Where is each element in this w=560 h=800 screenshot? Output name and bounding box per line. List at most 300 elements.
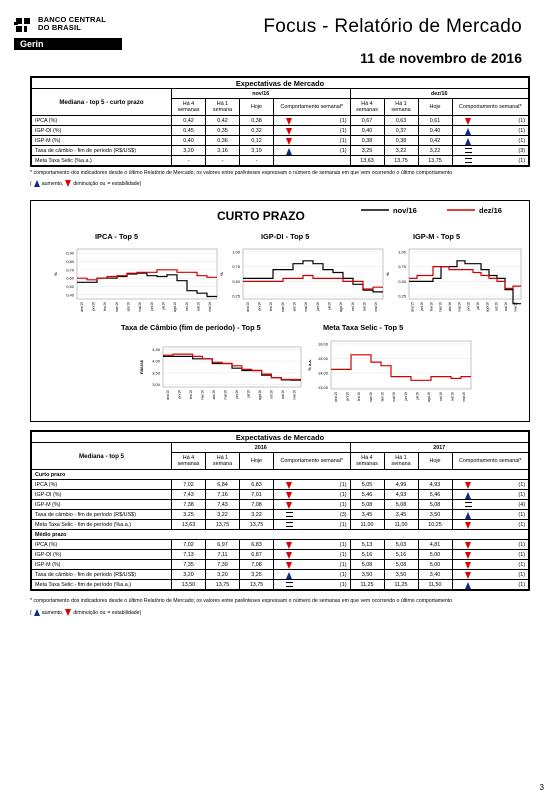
down-arrow-icon [465, 562, 471, 569]
table-row [32, 540, 529, 550]
weekly-trend-cell [452, 550, 529, 560]
x-tick-label: jun/16 [149, 302, 154, 311]
weekly-trend-cell [452, 520, 529, 530]
indicator-label: IGP-M (%) [32, 560, 172, 570]
column-header: Hoje [418, 453, 452, 470]
trend-weeks: (1) [339, 147, 347, 154]
trend-weeks: (1) [518, 541, 525, 548]
x-tick-label: dez/15 [333, 392, 338, 402]
table-row [32, 480, 529, 490]
value-cell: 5,13 [350, 540, 384, 550]
series-line [77, 273, 217, 296]
y-tick-label: 0,50 [398, 278, 406, 284]
y-tick-label: 0,25 [398, 293, 406, 299]
value-cell: 0,32 [240, 126, 274, 136]
x-tick-label: dez/15 [410, 302, 415, 312]
chart-panel [121, 323, 301, 400]
value-cell: 0,61 [418, 116, 452, 126]
value-cell: 5,08 [384, 500, 418, 510]
trend-weeks: (1) [339, 117, 347, 124]
plot-area [243, 249, 383, 299]
down-arrow-icon [465, 118, 471, 125]
trend-weeks: (1) [518, 117, 525, 124]
equal-icon [465, 502, 472, 507]
x-tick-label: mar/16 [280, 302, 285, 313]
down-arrow-icon [286, 482, 292, 489]
value-cell: 7,08 [240, 560, 274, 570]
y-tick-label: 3,50 [152, 370, 160, 376]
value-cell: 0,12 [240, 136, 274, 146]
x-tick-label: out/16 [196, 302, 201, 312]
indicator-label: IGP-M (%) [32, 500, 172, 510]
weekly-trend-cell [274, 520, 351, 530]
table-row [32, 560, 529, 570]
x-tick-label: mar/16 [438, 302, 443, 313]
weekly-trend-cell [274, 480, 351, 490]
x-tick-label: ago/16 [257, 390, 262, 401]
y-tick-label: 0,75 [232, 264, 240, 270]
up-arrow-icon [465, 512, 471, 519]
x-tick-label: jul/16 [246, 390, 251, 398]
table1-period-b: dez/16 [350, 89, 529, 99]
column-header: Há 4 semanas [350, 453, 384, 470]
value-cell: 3,50 [384, 570, 418, 580]
y-tick-label: 15,00 [317, 355, 328, 361]
x-tick-label: abr/16 [380, 392, 385, 402]
legend-eq: = estabilidade) [107, 180, 142, 187]
trend-weeks: (1) [339, 501, 347, 508]
trend-weeks: (1) [339, 137, 347, 144]
table-row [32, 116, 529, 126]
down-arrow-icon [465, 522, 471, 529]
legend-up: aumento, [41, 609, 64, 616]
weekly-trend-cell [274, 146, 351, 156]
table-row [32, 136, 529, 146]
up-arrow-icon [465, 128, 471, 135]
value-cell: 7,43 [172, 490, 206, 500]
weekly-trend-cell [452, 480, 529, 490]
x-tick-label: jan/16 [257, 302, 262, 311]
table2-period-a: 2016 [172, 443, 351, 453]
value-cell: 3,16 [206, 146, 240, 156]
value-cell: 5,46 [418, 490, 452, 500]
value-cell: 5,08 [350, 560, 384, 570]
weekly-trend-cell [274, 156, 351, 166]
value-cell: 4,93 [384, 490, 418, 500]
column-header: Comportamento semanal* [452, 453, 529, 470]
table-row [32, 490, 529, 500]
value-cell: 5,00 [418, 550, 452, 560]
value-cell: 4,99 [384, 480, 418, 490]
value-cell: 3,50 [418, 510, 452, 520]
value-cell: 13,63 [350, 156, 384, 166]
trend-weeks: (1) [518, 521, 525, 528]
value-cell: 3,45 [350, 510, 384, 520]
value-cell: 3,50 [350, 570, 384, 580]
x-tick-label: fev/16 [357, 392, 362, 401]
table-row [32, 570, 529, 580]
down-arrow-icon [465, 572, 471, 579]
value-cell: 0,38 [350, 136, 384, 146]
y-axis-label: % [53, 272, 58, 276]
x-tick-label: mai/16 [138, 302, 143, 312]
value-cell: 3,22 [206, 510, 240, 520]
legend-eq: = estabilidade) [107, 609, 142, 616]
x-tick-label: ago/16 [427, 392, 432, 403]
value-cell: 0,38 [240, 116, 274, 126]
page-title: Focus - Relatório de Mercado [263, 16, 522, 37]
x-tick-label: mar/16 [200, 390, 205, 401]
value-cell: - [172, 156, 206, 166]
legend-open: ( [30, 180, 32, 187]
trend-weeks: (1) [518, 511, 525, 518]
y-tick-label: 16,00 [317, 341, 328, 347]
y-tick-label: 0,50 [232, 278, 240, 284]
x-tick-label: set/16 [184, 302, 189, 311]
value-cell: 7,43 [206, 500, 240, 510]
indicator-label: IGP-M (%) [32, 136, 172, 146]
weekly-trend-cell [274, 560, 351, 570]
down-arrow-icon [286, 542, 292, 549]
weekly-trend-cell [274, 500, 351, 510]
value-cell: 11,25 [384, 580, 418, 590]
table1-legend [30, 180, 141, 187]
value-cell: 13,75 [206, 520, 240, 530]
y-tick-label: 0,75 [398, 264, 406, 270]
value-cell: 0,37 [384, 126, 418, 136]
down-arrow-icon [65, 180, 71, 187]
weekly-trend-cell [274, 126, 351, 136]
weekly-trend-cell [452, 540, 529, 550]
y-tick-label: 14,00 [317, 370, 328, 376]
value-cell: 0,67 [350, 116, 384, 126]
value-cell: 13,75 [240, 580, 274, 590]
down-arrow-icon [465, 542, 471, 549]
value-cell: 3,40 [418, 570, 452, 580]
trend-weeks: (1) [518, 127, 525, 134]
x-tick-label: set/16 [350, 302, 355, 311]
series-line [409, 267, 521, 289]
value-cell: 0,40 [418, 126, 452, 136]
weekly-trend-cell [274, 510, 351, 520]
x-tick-label: jul/16 [476, 302, 480, 310]
up-arrow-icon [465, 492, 471, 499]
weekly-trend-cell [274, 136, 351, 146]
down-arrow-icon [65, 609, 71, 616]
table-row [32, 500, 529, 510]
value-cell: 0,42 [206, 116, 240, 126]
trend-weeks: (1) [518, 157, 525, 164]
y-axis-label: % a.a. [307, 359, 312, 371]
table2-legend [30, 609, 141, 616]
legend-label-dez: dez/16 [479, 206, 502, 215]
x-tick-label: nov/16 [292, 390, 297, 400]
up-arrow-icon [286, 572, 292, 579]
x-tick-label: ago/16 [339, 302, 344, 313]
indicator-label: IPCA (%) [32, 116, 172, 126]
x-tick-label: jan/16 [420, 302, 424, 311]
equal-icon [286, 522, 293, 527]
trend-weeks: (3) [339, 511, 347, 518]
indicator-label: Meta Taxa Selic - fim de período (%a.a.) [32, 520, 172, 530]
legend-up: aumento, [41, 180, 64, 187]
value-cell: 7,11 [206, 550, 240, 560]
table2-footnote: * comportamento dos indicadores desde o último Relatório de Mercado; os valores entre parênteses expressam o número de semanas em que vem ocorrendo o último comportamento [30, 598, 453, 604]
weekly-trend-cell [452, 116, 529, 126]
table2-title: Expectativas de Mercado [32, 432, 529, 443]
column-header: Hoje [240, 453, 274, 470]
legend-down: diminuição ou [73, 609, 106, 616]
trend-weeks: (1) [518, 491, 525, 498]
value-cell: 0,40 [172, 136, 206, 146]
trend-weeks: (1) [518, 561, 525, 568]
trend-weeks: (1) [339, 551, 347, 558]
x-tick-label: jun/16 [234, 390, 239, 399]
column-header: Hoje [240, 99, 274, 116]
trend-weeks: (1) [339, 521, 347, 528]
series-line [243, 276, 383, 290]
value-cell: 5,46 [350, 490, 384, 500]
equal-icon [286, 512, 293, 517]
column-header: Comportamento semanal* [274, 453, 351, 470]
x-tick-label: jul/16 [161, 302, 166, 310]
value-cell: 7,16 [206, 490, 240, 500]
column-header: Há 1 semana [384, 453, 418, 470]
value-cell: 3,22 [418, 146, 452, 156]
legend-open: ( [30, 609, 32, 616]
up-arrow-icon [286, 148, 292, 155]
value-cell: 6,87 [240, 550, 274, 560]
value-cell: 7,08 [240, 500, 274, 510]
up-arrow-icon [34, 180, 40, 187]
value-cell: 5,16 [384, 550, 418, 560]
chart-panel [53, 232, 217, 312]
trend-weeks: (1) [518, 581, 525, 588]
table1-title: Expectativas de Mercado [32, 78, 529, 89]
x-tick-label: set/16 [269, 390, 274, 399]
y-tick-label: 0,60 [66, 275, 74, 281]
x-tick-label: abr/16 [292, 302, 297, 312]
chart-title: IGP-DI - Top 5 [261, 232, 310, 241]
value-cell: 5,08 [384, 560, 418, 570]
column-header: Há 4 semanas [172, 99, 206, 116]
chart-title: Meta Taxa Selic - Top 5 [323, 323, 404, 332]
indicator-label: IPCA (%) [32, 480, 172, 490]
value-cell: - [206, 156, 240, 166]
x-tick-label: fev/16 [429, 302, 434, 311]
table-row [32, 550, 529, 560]
value-cell: 0,42 [418, 136, 452, 146]
x-tick-label: fev/16 [188, 390, 193, 399]
y-axis-label: % [219, 272, 224, 276]
value-cell: 7,35 [172, 560, 206, 570]
table1-period-a: nov/16 [172, 89, 351, 99]
chart-title: IPCA - Top 5 [95, 232, 139, 241]
chart-panel [219, 232, 383, 312]
y-tick-label: 4,50 [152, 346, 160, 352]
table-row [32, 510, 529, 520]
table-row [32, 146, 529, 156]
down-arrow-icon [286, 138, 292, 145]
report-date: 11 de novembro de 2016 [360, 50, 522, 66]
section-row [32, 530, 529, 540]
value-cell: 3,25 [240, 570, 274, 580]
weekly-trend-cell [452, 500, 529, 510]
section-label: Médio prazo [32, 530, 529, 540]
value-cell: 6,83 [240, 540, 274, 550]
x-tick-label: abr/16 [211, 390, 216, 400]
column-header: Há 4 semanas [172, 453, 206, 470]
value-cell: 0,63 [384, 116, 418, 126]
table-row [32, 156, 529, 166]
x-tick-label: jul/16 [415, 392, 420, 400]
column-header: Comportamento semanal* [452, 99, 529, 116]
value-cell: 5,08 [350, 500, 384, 510]
value-cell: 13,75 [418, 156, 452, 166]
indicator-label: IGP-DI (%) [32, 126, 172, 136]
value-cell: 0,40 [350, 126, 384, 136]
value-cell: 3,20 [172, 570, 206, 580]
chart-title: Taxa de Câmbio (fim de período) - Top 5 [121, 323, 261, 332]
trend-weeks: (1) [339, 571, 347, 578]
value-cell: 4,81 [418, 540, 452, 550]
value-cell: 7,38 [172, 500, 206, 510]
weekly-trend-cell [452, 156, 529, 166]
x-tick-label: jun/16 [466, 302, 471, 311]
column-header: Há 1 semana [206, 99, 240, 116]
table2-row-header: Mediana - top 5 [32, 443, 172, 470]
indicator-label: Taxa de câmbio - fim de período (R$/US$) [32, 510, 172, 520]
trend-weeks: (1) [339, 481, 347, 488]
value-cell: 11,00 [350, 520, 384, 530]
value-cell: 0,42 [172, 116, 206, 126]
value-cell: 13,63 [172, 520, 206, 530]
series-line [163, 356, 301, 380]
indicator-label: IGP-DI (%) [32, 550, 172, 560]
short-term-charts [30, 200, 530, 422]
x-tick-label: out/16 [450, 392, 455, 402]
weekly-trend-cell [452, 146, 529, 156]
x-tick-label: dez/15 [245, 302, 250, 312]
y-axis-label: R$/US$ [139, 359, 144, 375]
value-cell: 5,05 [350, 480, 384, 490]
weekly-trend-cell [452, 510, 529, 520]
down-arrow-icon [286, 128, 292, 135]
trend-weeks: (1) [518, 551, 525, 558]
indicator-label: Meta Taxa Selic (%a.a.) [32, 156, 172, 166]
table2-period-b: 2017 [350, 443, 529, 453]
value-cell: 7,13 [172, 550, 206, 560]
value-cell: 3,25 [350, 146, 384, 156]
y-tick-label: 4,00 [152, 358, 160, 364]
value-cell: 7,02 [172, 540, 206, 550]
weekly-trend-cell [452, 490, 529, 500]
x-tick-label: mai/16 [392, 392, 397, 402]
x-tick-label: nov/16 [513, 302, 518, 312]
value-cell: - [240, 156, 274, 166]
value-cell: 4,93 [418, 480, 452, 490]
section-row [32, 470, 529, 480]
column-header: Comportamento semanal* [274, 99, 351, 116]
report-header [14, 14, 546, 74]
y-tick-label: 1,00 [398, 249, 406, 255]
y-tick-label: 0,25 [232, 293, 240, 299]
y-tick-label: 1,00 [232, 249, 240, 255]
up-arrow-icon [465, 138, 471, 145]
x-tick-label: set/16 [438, 392, 443, 401]
value-cell: 3,22 [240, 510, 274, 520]
value-cell: 13,75 [384, 156, 418, 166]
weekly-trend-cell [274, 116, 351, 126]
column-header: Hoje [418, 99, 452, 116]
chart-panel [385, 232, 521, 312]
x-tick-label: mar/16 [114, 302, 119, 313]
weekly-trend-cell [274, 550, 351, 560]
weekly-trend-cell [452, 560, 529, 570]
indicator-label: IPCA (%) [32, 540, 172, 550]
trend-weeks: (3) [518, 147, 525, 154]
expectations-table-short [30, 76, 530, 167]
y-tick-label: 0,80 [66, 259, 74, 264]
indicator-label: Taxa de câmbio - fim de período (R$/US$) [32, 570, 172, 580]
column-header: Há 1 semana [384, 99, 418, 116]
x-tick-label: jan/16 [345, 392, 350, 401]
value-cell: 0,38 [384, 136, 418, 146]
down-arrow-icon [286, 492, 292, 499]
table1-row-header: Mediana - top 5 - curto prazo [32, 89, 172, 116]
weekly-trend-cell [274, 570, 351, 580]
trend-weeks: (1) [339, 561, 347, 568]
table1-footnote: * comportamento dos indicadores desde o último Relatório de Mercado; os valores entre parênteses expressam o número de semanas em que vem ocorrendo o último comportamento [30, 170, 453, 176]
up-arrow-icon [465, 582, 471, 589]
trend-weeks: (1) [518, 571, 525, 578]
x-tick-label: out/16 [504, 302, 508, 312]
x-tick-label: mai/16 [457, 302, 462, 312]
x-tick-label: nov/16 [462, 392, 467, 402]
bcb-logo-icon [14, 16, 36, 36]
x-tick-label: nov/16 [374, 302, 379, 312]
legend-label-nov: nov/16 [393, 206, 417, 215]
value-cell: 13,75 [240, 520, 274, 530]
x-tick-label: nov/16 [208, 302, 213, 312]
down-arrow-icon [286, 552, 292, 559]
value-cell: 5,03 [384, 540, 418, 550]
y-tick-label: 0,90 [66, 250, 74, 256]
down-arrow-icon [286, 502, 292, 509]
x-tick-label: fev/16 [269, 302, 274, 311]
y-tick-label: 0,70 [66, 267, 74, 273]
x-tick-label: dez/15 [79, 302, 84, 312]
x-tick-label: ago/16 [485, 302, 490, 313]
value-cell: 5,16 [350, 550, 384, 560]
x-tick-label: jun/16 [403, 392, 408, 401]
value-cell: 6,84 [206, 480, 240, 490]
indicator-label: Meta Taxa Selic - fim de período (%a.a.) [32, 580, 172, 590]
plot-area [409, 249, 521, 299]
trend-weeks: (1) [339, 127, 347, 134]
value-cell: 0,35 [206, 126, 240, 136]
value-cell: 5,00 [418, 560, 452, 570]
y-axis-label: % [385, 272, 390, 276]
trend-weeks: (1) [339, 581, 347, 588]
column-header: Há 4 semanas [350, 99, 384, 116]
x-tick-label: abr/16 [126, 302, 131, 312]
x-tick-label: ago/16 [173, 302, 178, 313]
trend-weeks: (1) [339, 491, 347, 498]
series-line [409, 261, 521, 304]
equal-icon [465, 148, 472, 153]
plot-area [331, 341, 471, 389]
